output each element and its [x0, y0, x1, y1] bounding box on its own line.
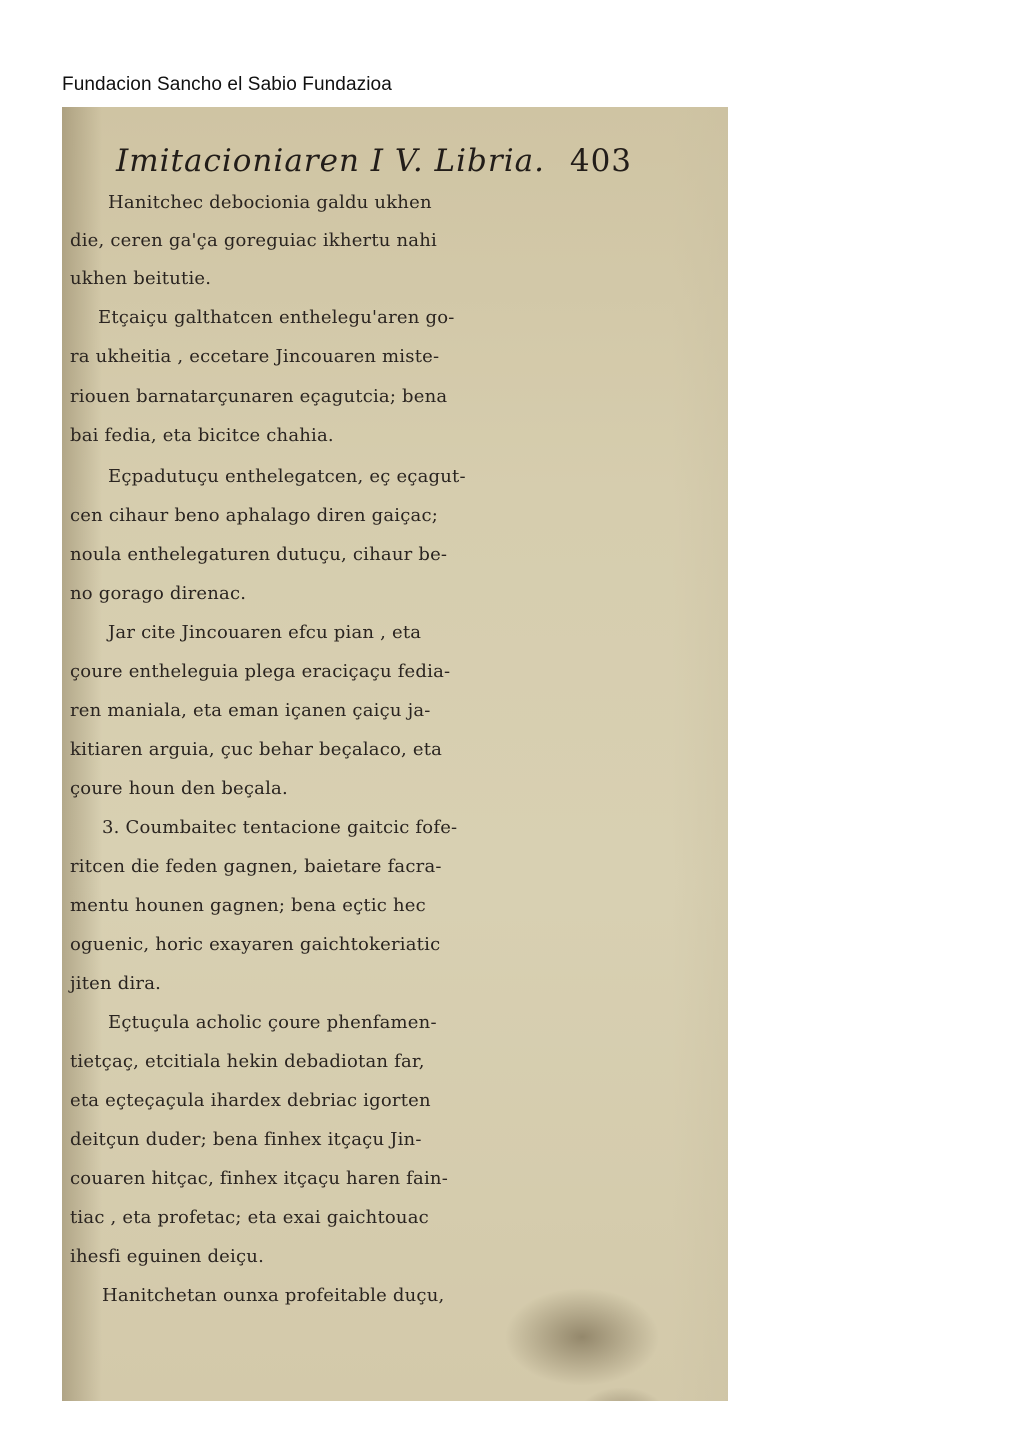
- text-line-29: Hanitchetan ounxa profeitable duçu,: [102, 1285, 445, 1306]
- text-line-1: Hanitchec debocionia galdu ukhen: [108, 192, 432, 213]
- text-line-14: ren maniala, eta eman içanen çaiçu ja-: [70, 700, 431, 721]
- text-line-22: Eçtuçula acholic çoure phenfamen-: [108, 1012, 437, 1033]
- text-line-26: couaren hitçac, finhex itçaçu haren fain-: [70, 1168, 448, 1189]
- text-line-5: ra ukheitia , eccetare Jincouaren miste-: [70, 346, 440, 367]
- text-line-12: Jar cite Jincouaren efcu pian , eta: [108, 622, 422, 643]
- text-line-28: ihesfi eguinen deiçu.: [70, 1246, 264, 1267]
- text-line-13: çoure entheleguia plega eraciçaçu fedia-: [70, 661, 451, 682]
- archive-caption: Fundacion Sancho el Sabio Fundazioa: [62, 74, 392, 95]
- text-line-3: ukhen beitutie.: [70, 268, 212, 289]
- text-line-15: kitiaren arguia, çuc behar beçalaco, eta: [70, 739, 443, 760]
- text-line-6: riouen barnatarçunaren eçagutcia; bena: [70, 386, 448, 407]
- text-line-8: Eçpadutuçu enthelegatcen, eç eçagut-: [108, 466, 466, 487]
- text-line-17: 3. Coumbaitec tentacione gaitcic fofe-: [102, 817, 458, 838]
- text-line-19: mentu hounen gagnen; bena eçtic hec: [70, 895, 426, 916]
- scanned-book-page: [62, 107, 728, 1401]
- text-line-24: eta eçteçaçula ihardex debriac igorten: [70, 1090, 431, 1111]
- text-line-18: ritcen die feden gagnen, baietare facra-: [70, 856, 442, 877]
- text-line-25: deitçun duder; bena finhex itçaçu Jin-: [70, 1129, 422, 1150]
- text-line-11: no gorago direnac.: [70, 583, 247, 604]
- text-line-23: tietçaç, etcitiala hekin debadiotan far,: [70, 1051, 425, 1072]
- page-number: 403: [569, 143, 633, 179]
- text-line-27: tiac , eta profetac; eta exai gaichtouac: [70, 1207, 429, 1228]
- text-line-4: Etçaiçu galthatcen enthelegu'aren go-: [98, 307, 455, 328]
- text-line-9: cen cihaur beno aphalago diren gaiçac;: [70, 505, 439, 526]
- text-line-7: bai fedia, eta bicitce chahia.: [70, 425, 334, 446]
- text-line-10: noula enthelegaturen dutuçu, cihaur be-: [70, 544, 448, 565]
- text-line-2: die, ceren ga'ça goreguiac ikhertu nahi: [70, 230, 437, 251]
- running-head-title: Imitacioniaren I V. Libria.: [116, 143, 545, 179]
- text-line-20: oguenic, horic exayaren gaichtokeriatic: [70, 934, 441, 955]
- text-line-16: çoure houn den beçala.: [70, 778, 288, 799]
- running-head: [116, 143, 632, 179]
- text-line-21: jiten dira.: [70, 973, 162, 994]
